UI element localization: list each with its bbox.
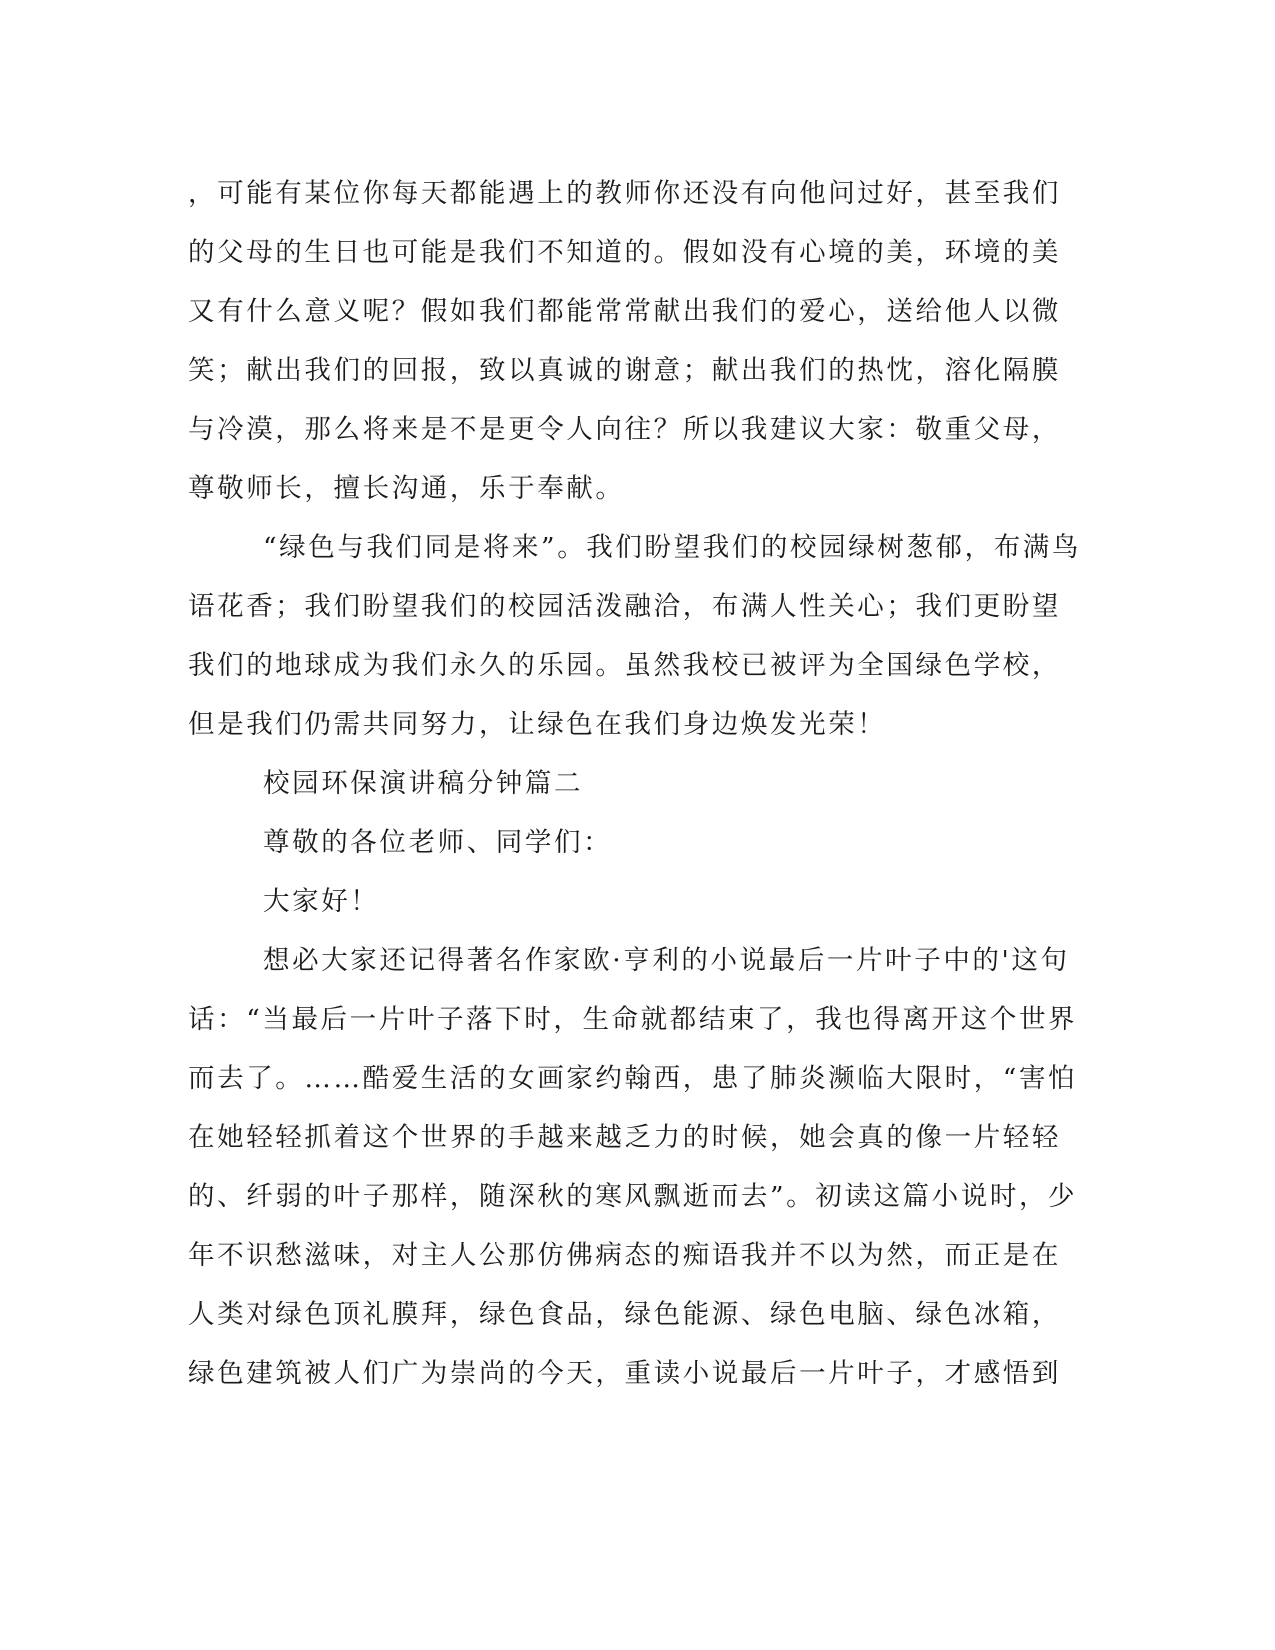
text-line: 在她轻轻抓着这个世界的手越来越乏力的时候，她会真的像一片轻轻	[188, 1122, 1061, 1153]
text-line: 笑；献出我们的回报，致以真诚的谢意；献出我们的热忱，溶化隔膜	[188, 355, 1061, 386]
text-line: 我们的地球成为我们永久的乐园。虽然我校已被评为全国绿色学校，	[188, 650, 1061, 681]
salutation: 尊敬的各位老师、同学们：	[263, 827, 613, 858]
paragraph-start-line: “绿色与我们同是将来”。我们盼望我们的校园绿树葱郁，布满鸟	[263, 532, 1081, 563]
body-text	[188, 164, 1081, 1403]
text-line: 而去了。……酷爱生活的女画家约翰西，患了肺炎濒临大限时，“害怕	[188, 1063, 1078, 1094]
text-line: 又有什么意义呢？假如我们都能常常献出我们的爱心，送给他人以微	[188, 296, 1061, 327]
text-line: 绿色建筑被人们广为崇尚的今天，重读小说最后一片叶子，才感悟到	[188, 1358, 1061, 1389]
section-heading: 校园环保演讲稿分钟篇二	[263, 768, 584, 799]
greeting: 大家好！	[263, 886, 380, 917]
text-line: ，可能有某位你每天都能遇上的教师你还没有向他问过好，甚至我们	[188, 178, 1061, 209]
text-line: 与冷漠，那么将来是不是更令人向往？所以我建议大家：敬重父母，	[188, 414, 1061, 445]
text-line: 但是我们仍需共同努力，让绿色在我们身边焕发光荣！	[188, 709, 887, 740]
text-line: 话：“当最后一片叶子落下时，生命就都结束了，我也得离开这个世界	[188, 1004, 1078, 1035]
text-line: 年不识愁滋味，对主人公那仿佛病态的痴语我并不以为然，而正是在	[188, 1240, 1061, 1271]
text-line: 的父母的生日也可能是我们不知道的。假如没有心境的美，环境的美	[188, 237, 1061, 268]
paragraph-start-line: 想必大家还记得著名作家欧·亨利的小说最后一片叶子中的'这句	[263, 945, 1070, 976]
text-line: 的、纤弱的叶子那样，随深秋的寒风飘逝而去”。初读这篇小说时，少	[188, 1181, 1078, 1212]
text-line: 尊敬师长，擅长沟通，乐于奉献。	[188, 473, 625, 504]
text-line: 语花香；我们盼望我们的校园活泼融洽，布满人性关心；我们更盼望	[188, 591, 1061, 622]
text-line: 人类对绿色顶礼膜拜，绿色食品，绿色能源、绿色电脑、绿色冰箱，	[188, 1299, 1061, 1330]
